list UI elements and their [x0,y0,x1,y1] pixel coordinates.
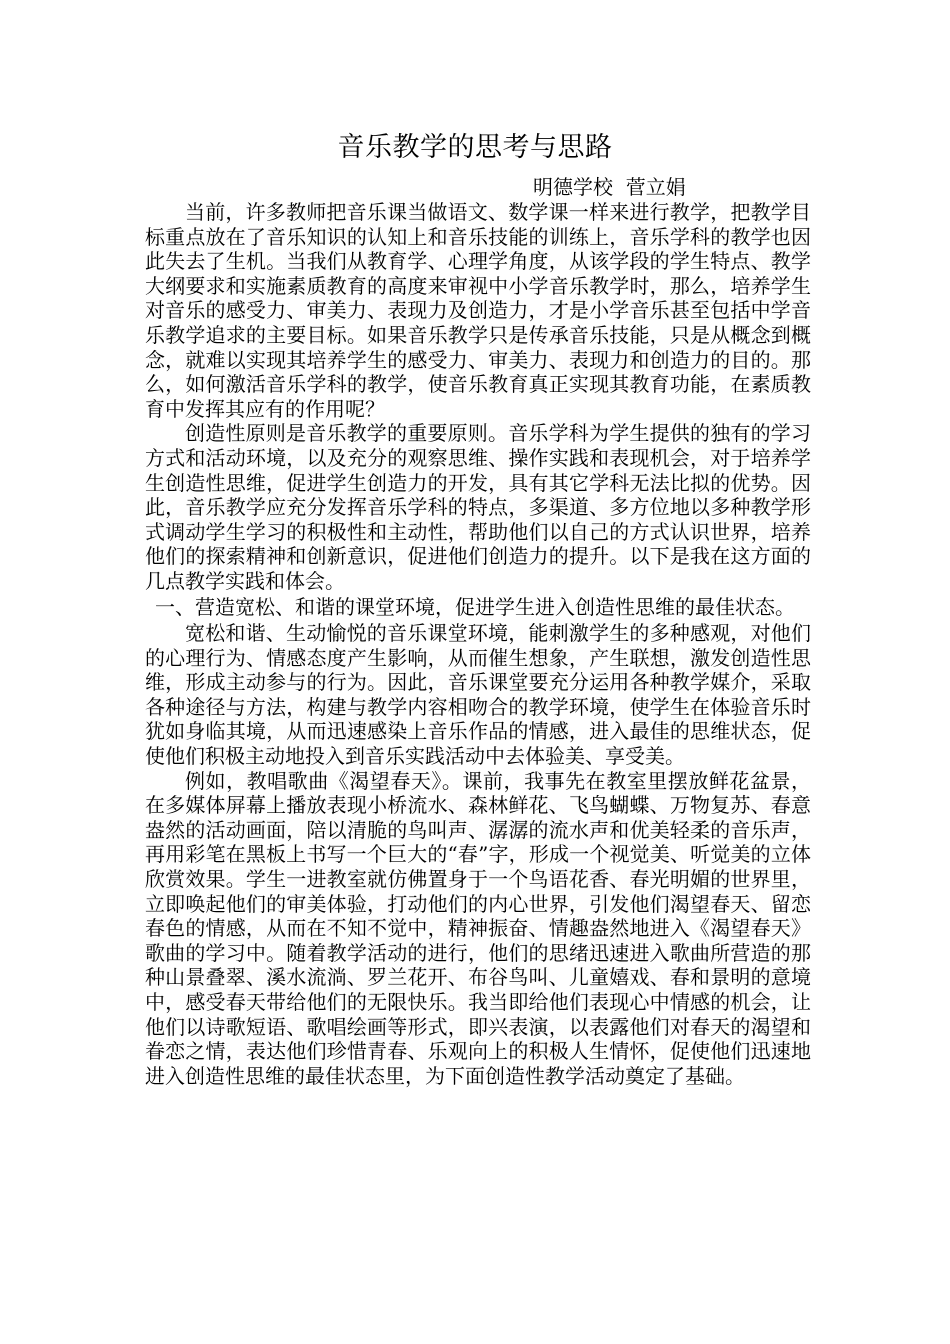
paragraph-intro: 当前，许多教师把音乐课当做语文、数学课一样来进行教学，把教学目标重点放在了音乐知识的认知上和音乐技能的训练上，音乐学科的教学也因此失去了生机。当我们从教育学、心理学角度，从该学段的学生特点、教学大纲要求和实施素质教育的高度来审视中小学音乐教学时，那么，培养学生对音乐的感受力、审美力、表现力及创造力，才是小学音乐甚至包括中学音乐教学追求的主要目标。如果音乐教学只是传承音乐技能，只是从概念到概念，就难以实现其培养学生的感受力、审美力、表现力和创造力的目的。那么，如何激活音乐学科的教学，使音乐教育真正实现其教育功能，在素质教育中发挥其应有的作用呢？ [145,200,811,421]
document-body [145,200,811,1088]
author-byline: 明德学校 菅立娟 [533,175,686,199]
document-title: 音乐教学的思考与思路 [337,132,613,163]
paragraph-creativity-principle: 创造性原则是音乐教学的重要原则。音乐学科为学生提供的独有的学习方式和活动环境，以及充分的观察思维、操作实践和表现机会，对于培养学生创造性思维，促进学生创造力的开发，具有其它学科无法比拟的优势。因此，音乐教学应充分发挥音乐学科的特点，多渠道、多方位地以多种教学形式调动学生学习的积极性和主动性，帮助他们以自己的方式认识世界，培养他们的探索精神和创新意识，促进他们创造力的提升。以下是我在这方面的几点教学实践和体会。 [145,421,811,593]
paragraph-classroom-environment: 宽松和谐、生动愉悦的音乐课堂环境，能刺激学生的多种感观，对他们的心理行为、情感态度产生影响，从而催生想象，产生联想，激发创造性思维，形成主动参与的行为。因此，音乐课堂要充分运用各种教学媒介，采取各种途径与方法，构建与教学内容相吻合的教学环境，使学生在体验音乐时犹如身临其境，从而迅速感染上音乐作品的情感，进入最佳的思维状态，促使他们积极主动地投入到音乐实践活动中去体验美、享受美。 [145,621,811,769]
paragraph-example-spring: 例如，教唱歌曲《渴望春天》。课前，我事先在教室里摆放鲜花盆景，在多媒体屏幕上播放表现小桥流水、森林鲜花、飞鸟蝴蝶、万物复苏、春意盎然的活动画面，陪以清脆的鸟叫声、潺潺的流水声和优美轻柔的音乐声，再用彩笔在黑板上书写一个巨大的“春”字，形成一个视觉美、听觉美的立体欣赏效果。学生一进教室就仿佛置身于一个鸟语花香、春光明媚的世界里，立即唤起他们的审美体验，打动他们的内心世界，引发他们渴望春天、留恋春色的情感，从而在不知不觉中，精神振奋、情趣盎然地进入《渴望春天》歌曲的学习中。随着教学活动的进行，他们的思绪迅速进入歌曲所营造的那种山景叠翠、溪水流淌、罗兰花开、布谷鸟叫、儿童嬉戏、春和景明的意境中，感受春天带给他们的无限快乐。我当即给他们表现心中情感的机会，让他们以诗歌短语、歌唱绘画等形式，即兴表演，以表露他们对春天的渴望和眷恋之情，表达他们珍惜青春、乐观向上的积极人生情怀，促使他们迅速地进入创造性思维的最佳状态里，为下面创造性教学活动奠定了基础。 [145,768,811,1088]
section-heading-one: 一、营造宽松、和谐的课堂环境，促进学生进入创造性思维的最佳状态。 [155,594,795,619]
